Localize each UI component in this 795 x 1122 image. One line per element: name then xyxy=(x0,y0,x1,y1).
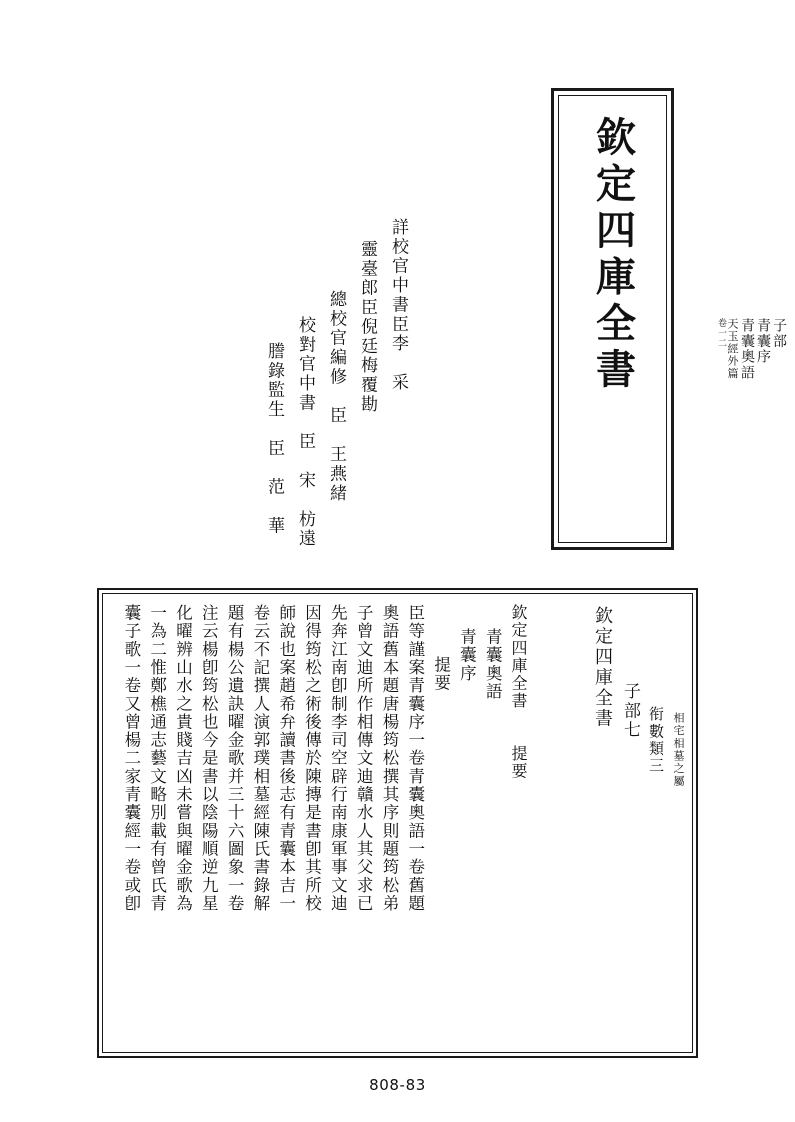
title-plate-inner-border xyxy=(558,95,667,543)
official-chief-editor: 總校官編修 臣 王燕緒 xyxy=(326,290,346,504)
body-column-13: 化曜辨山水之貴賤吉凶未嘗與曜金歌為 xyxy=(173,604,193,913)
body-column-15: 囊子歌一卷又曾楊二家青囊經一卷或卽 xyxy=(121,604,141,913)
body-column-4: 臣等謹案青囊序一卷青囊奧語一卷舊題 xyxy=(405,604,425,913)
body-column-2: 青囊序 xyxy=(457,628,477,683)
text-page-header xyxy=(593,600,684,1040)
header-category: 衔數類三 xyxy=(647,706,665,775)
official-detail-checker: 詳校官中書臣李 采 xyxy=(388,218,408,393)
official-copyist: 謄錄監生 臣 范 華 xyxy=(264,342,284,536)
page-number: 808-83 xyxy=(369,1076,426,1094)
official-proofreader: 校對官中書 臣 宋 枋遠 xyxy=(295,316,315,549)
header-subcategory: 相宅相墓之屬 xyxy=(672,712,685,788)
title-side-annotation-2: 青囊奧語 xyxy=(739,318,755,381)
text-page-frame xyxy=(97,588,698,1058)
body-column-7: 先奔江南卽制李司空辟行南康軍事文迪 xyxy=(328,604,348,913)
officials-list xyxy=(196,218,408,549)
title-side-annotation-volume: 卷一二 xyxy=(716,318,726,349)
body-column-6: 子曾文迪所作相傳文迪贛水人其父求已 xyxy=(354,604,374,913)
book-title: 欽定四庫全書 xyxy=(589,116,637,395)
body-column-0: 欽定四庫全書 提要 xyxy=(509,604,528,780)
body-column-1: 青囊奧語 xyxy=(483,628,503,701)
title-side-annotation-3: 天玉經外篇 xyxy=(726,318,739,380)
header-imperial-title: 欽定四庫全書 xyxy=(592,606,613,730)
title-plate xyxy=(551,88,674,550)
body-column-3: 提要 xyxy=(431,656,451,693)
body-column-5: 奧語舊本題唐楊筠松撰其序則題筠松弟 xyxy=(379,604,399,913)
body-column-9: 師說也案趙希弁讀書後志有青囊本吉一 xyxy=(276,604,296,913)
body-column-8: 因得筠松之術後傳於陳摶是書卽其所校 xyxy=(302,604,322,913)
body-column-11: 題有楊公遺訣曜金歌并三十六圖象一卷 xyxy=(225,604,245,913)
text-page-body xyxy=(113,598,526,1048)
title-side-annotations xyxy=(676,318,786,553)
body-column-10: 卷云不記撰人演郭璞相墓經陳氏書錄解 xyxy=(250,604,270,913)
body-column-12: 注云楊卽筠松也今是書以陰陽順逆九星 xyxy=(199,604,219,913)
body-column-14: 一為二惟鄭樵通志藝文略別載有曾氏青 xyxy=(147,604,167,913)
header-section: 子部七 xyxy=(620,682,640,741)
title-side-annotation-0: 子部 xyxy=(771,318,787,350)
official-astronomer: 靈臺郎臣倪廷梅覆勘 xyxy=(357,240,377,415)
title-side-annotation-1: 青囊序 xyxy=(755,318,771,366)
